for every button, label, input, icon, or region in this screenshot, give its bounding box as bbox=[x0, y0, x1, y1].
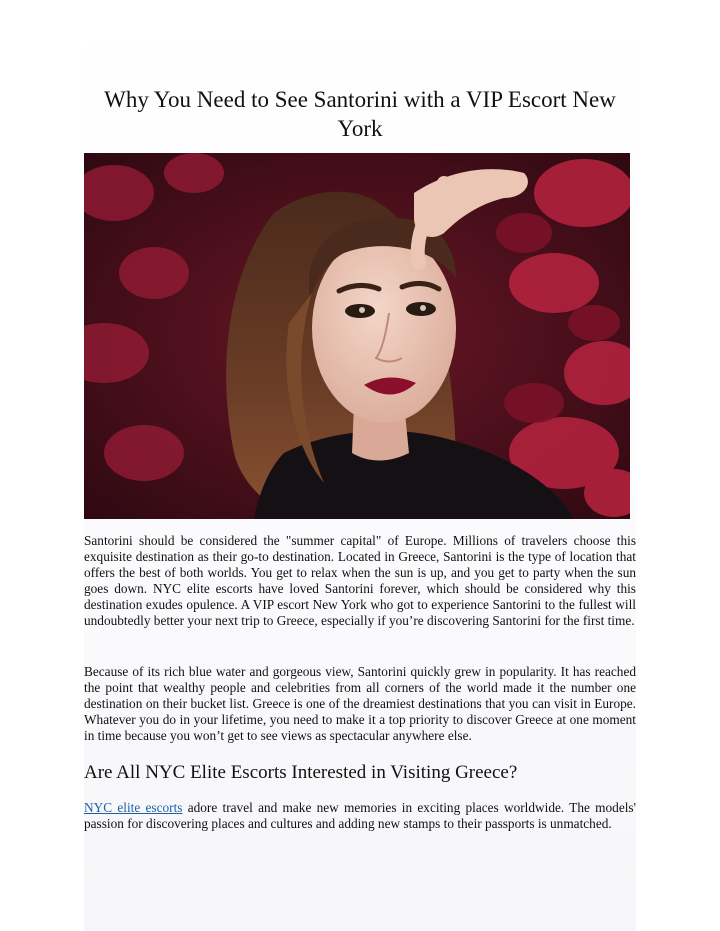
nyc-elite-escorts-link[interactable]: NYC elite escorts bbox=[84, 800, 183, 815]
portrait-photo-icon bbox=[84, 153, 630, 519]
paragraph-3 bbox=[84, 800, 636, 832]
section-heading: Are All NYC Elite Escorts Interested in Visiting Greece? bbox=[84, 762, 518, 783]
hero-image bbox=[84, 153, 630, 519]
paragraph-3-text: adore travel and make new memories in exciting places worldwide. The models' passion for discovering places and cultures and adding new stamps to their passports is unmatched. bbox=[84, 800, 636, 832]
page-title: Why You Need to See Santorini with a VIP Escort New York bbox=[104, 87, 616, 141]
paragraph-1: Santorini should be considered the "summer capital" of Europe. Millions of travelers choose this exquisite destination as their go-to destination. Located in Greece, Santorini is the type of location that offers the best of both worlds. You get to relax when the sun is up, and you get to party when the sun goes down. NYC elite escorts have loved Santorini forever, which should be considered why this destination exudes opulence. A VIP escort New York who got to experience Santorini to the fullest will undoubtedly better your next trip to Greece, especially if you’re discovering Santorini for the first time. bbox=[84, 533, 636, 629]
paragraph-2: Because of its rich blue water and gorgeous view, Santorini quickly grew in popularity. It has reached the point that wealthy people and celebrities from all corners of the world made it the number one destination on their bucket list. Greece is one of the dreamiest destinations that you can visit in Europe. Whatever you do in your lifetime, you need to make it a top priority to discover Greece at one moment in time because you won’t get to see views as spectacular anywhere else. bbox=[84, 664, 636, 744]
